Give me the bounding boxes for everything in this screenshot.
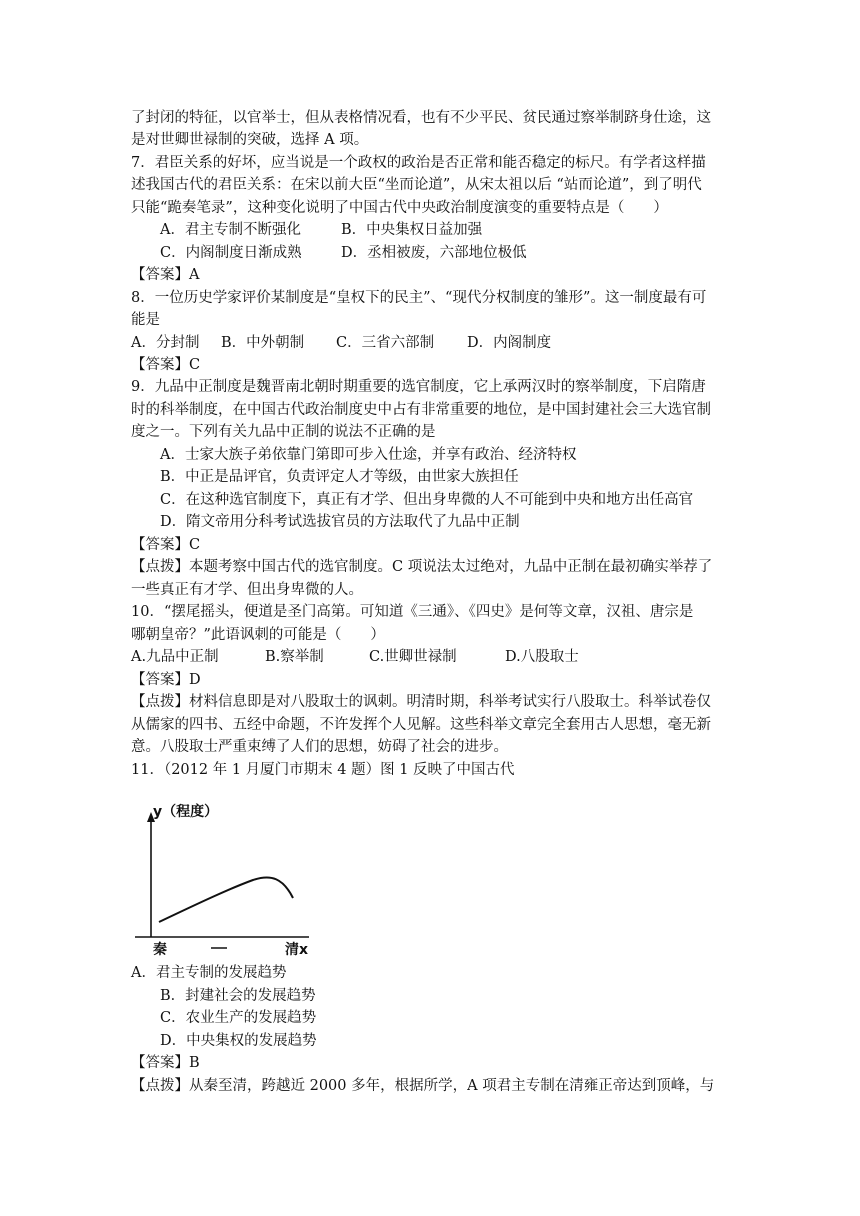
option-b: B．中外朝制 — [221, 335, 305, 351]
answer-8: 【答案】C — [131, 357, 201, 373]
question-7-stem: 述我国古代的君臣关系：在宋以前大臣“坐而论道”，从宋太祖以后 “站而论道”，到了明代 — [131, 177, 702, 193]
question-9-stem: 9．九品中正制度是魏晋南北朝时期重要的选官制度，它上承两汉时的察举制度，下启隋唐 — [131, 379, 706, 395]
option-a: A．士家大族子弟依靠门第即可步入仕途，并享有政治、经济特权 — [160, 447, 577, 463]
question-9-stem: 时的科举制度，在中国古代政治制度史中占有非常重要的地位，是中国封建社会三大选官制 — [131, 402, 711, 418]
hint-9: 【点拨】本题考察中国古代的选官制度。C 项说法太过绝对，九品中正制在最初确实举荐了 — [131, 559, 713, 575]
option-d: D.八股取士 — [505, 649, 579, 665]
option-b: B．中央集权日益加强 — [341, 222, 483, 238]
text-line: 是对世卿世禄制的突破，选择 A 项。 — [131, 132, 369, 148]
option-c: C．在这种选官制度下，真正有才学、但出身卑微的人不可能到中央和地方出任高官 — [160, 492, 694, 508]
option-d: D．丞相被废，六部地位极低 — [341, 245, 527, 261]
figure-1-graph — [131, 792, 321, 960]
option-d: D．内阁制度 — [467, 335, 552, 351]
question-8-stem: 能是 — [131, 312, 160, 328]
question-10-stem: 10．“摆尾摇头，便道是圣门高第。可知道《三通》、《四史》是何等文章，汉祖、唐宗是 — [131, 604, 694, 620]
option-b: B．封建社会的发展趋势 — [160, 988, 316, 1004]
question-8-stem: 8．一位历史学家评价某制度是“皇权下的民主”、“现代分权制度的雏形”。这一制度最有可 — [131, 290, 707, 306]
option-c: C．内阁制度日渐成熟 — [160, 245, 302, 261]
option-a: A．君主专制的发展趋势 — [131, 965, 287, 981]
option-a: A．君主专制不断强化 — [160, 222, 301, 238]
answer-7: 【答案】A — [131, 267, 200, 283]
option-d: D．隋文帝用分科考试选拔官员的方法取代了九品中正制 — [160, 514, 520, 530]
question-9-stem: 度之一。下列有关九品中正制的说法不正确的是 — [131, 424, 436, 440]
x-axis-end-label: 清x — [285, 942, 309, 958]
trend-curve — [159, 877, 293, 922]
option-c: C．农业生产的发展趋势 — [160, 1010, 317, 1026]
answer-10: 【答案】D — [131, 672, 201, 688]
option-c: C.世卿世禄制 — [369, 649, 457, 665]
question-7-stem: 只能“跪奏笔录”，这种变化说明了中国古代中央政治制度演变的重要特点是（ ） — [131, 200, 668, 216]
text-line: 了封闭的特征，以官举士，但从表格情况看，也有不少平民、贫民通过察举制跻身仕途，这 — [131, 110, 711, 126]
hint-11: 【点拨】从秦至清，跨越近 2000 多年，根据所学，A 项君主专制在清雍正帝达到顶峰，与 — [131, 1078, 715, 1094]
option-a: A．分封制 — [131, 335, 200, 351]
x-axis-start-label: 秦 — [153, 942, 167, 958]
answer-9: 【答案】C — [131, 537, 201, 553]
question-7-stem: 7．君臣关系的好坏，应当说是一个政权的政治是否正常和能否稳定的标尺。有学者这样描 — [131, 155, 706, 171]
question-11-stem: 11．（2012 年 1 月厦门市期末 4 题）图 1 反映了中国古代 — [131, 762, 515, 778]
answer-11: 【答案】B — [131, 1055, 200, 1071]
option-c: C．三省六部制 — [336, 335, 435, 351]
question-10-stem: 哪朝皇帝？”此语讽刺的可能是（ ） — [131, 627, 385, 643]
hint-9: 一些真正有才学、但出身卑微的人。 — [131, 582, 363, 598]
option-a: A.九品中正制 — [131, 649, 219, 665]
hint-10: 【点拨】材料信息即是对八股取士的讽刺。明清时期，科举考试实行八股取士。科举试卷仅 — [131, 694, 711, 710]
hint-10: 意。八股取士严重束缚了人们的思想，妨碍了社会的进步。 — [131, 739, 508, 755]
hint-10: 从儒家的四书、五经中命题，不许发挥个人见解。这些科举文章完全套用古人思想，毫无新 — [131, 717, 711, 733]
option-b: B.察举制 — [265, 649, 324, 665]
option-b: B．中正是品评官，负责评定人才等级，由世家大族担任 — [160, 469, 519, 485]
option-d: D．中央集权的发展趋势 — [160, 1033, 317, 1049]
y-axis-label: y（程度） — [153, 804, 219, 820]
